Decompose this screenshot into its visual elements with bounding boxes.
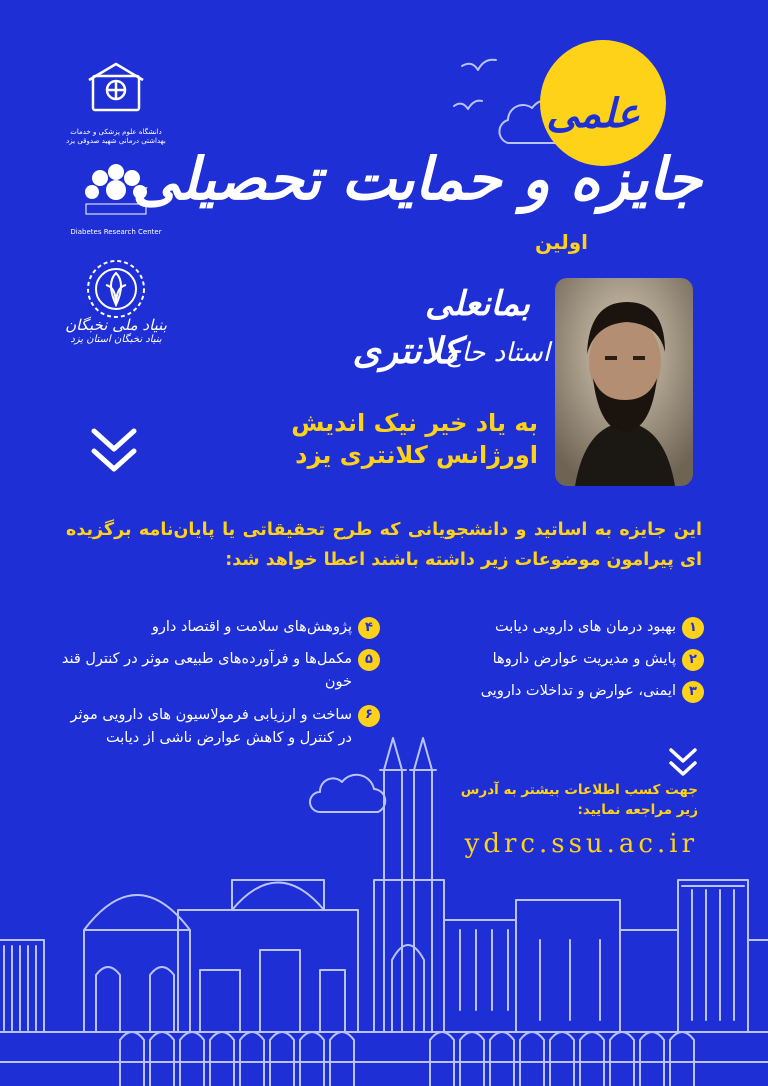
cloud-icon bbox=[310, 775, 385, 812]
memorial-line-1: به یاد خیر نیک اندیش bbox=[291, 409, 538, 437]
honoree-photo bbox=[555, 278, 693, 486]
topic-text: پژوهش‌های سلامت و اقتصاد دارو bbox=[151, 619, 352, 635]
page-title: جایزه و حمایت تحصیلی bbox=[132, 145, 702, 213]
topic-number: ۱ bbox=[682, 617, 704, 639]
title-elmi: علمی bbox=[546, 90, 640, 137]
honoree-first-name: بمانعلی bbox=[425, 284, 530, 324]
title-first-label: اولین bbox=[535, 230, 588, 254]
bird-icon bbox=[462, 60, 496, 70]
topic-text: بهبود درمان های دارویی دیابت bbox=[495, 619, 676, 635]
memorial-text bbox=[218, 408, 538, 471]
list-item bbox=[60, 704, 380, 750]
university-caption: دانشگاه علوم پزشکی و خدمات بهداشتی درمانی شهید صدوقی یزد bbox=[66, 128, 166, 146]
topic-text: ایمنی، عوارض و تداخلات دارویی bbox=[480, 683, 676, 700]
university-logo bbox=[81, 60, 151, 116]
topic-text: ساخت و ارزیابی فرمولاسیون های دارویی موثر در کنترل و کاهش عوارض ناشی از دیابت bbox=[70, 706, 352, 746]
list-item bbox=[60, 648, 380, 694]
elites-foundation-text bbox=[56, 316, 176, 345]
list-item bbox=[60, 616, 380, 639]
chevron-double-down-icon bbox=[668, 746, 698, 778]
topic-text: پایش و مدیریت عوارض داروها bbox=[492, 651, 676, 668]
list-item bbox=[404, 680, 704, 703]
topics-right-column bbox=[404, 616, 704, 713]
intro-paragraph: این جایزه به اساتید و دانشجویانی که طرح تحقیقاتی یا پایان‌نامه برگزیده ای پیرامون موضوعات زیر داشته باشند اعطا خواهد شد: bbox=[66, 520, 702, 571]
memorial-line-2: اورژانس کلانتری یزد bbox=[295, 440, 538, 469]
honoree-name bbox=[352, 280, 550, 400]
honoree-last-name: کلانتری bbox=[352, 330, 460, 372]
contact-block bbox=[398, 780, 698, 859]
title-block bbox=[132, 90, 720, 260]
diabetes-caption: Diabetes Research Center bbox=[70, 228, 162, 237]
brand-sub: بنیاد نخبگان استان یزد bbox=[70, 334, 162, 345]
topic-number: ۴ bbox=[358, 617, 380, 639]
topic-number: ۲ bbox=[682, 649, 704, 671]
topics-left-column bbox=[60, 616, 380, 759]
contact-line-1: جهت کسب اطلاعات بیشتر به آدرس bbox=[460, 782, 698, 798]
list-item bbox=[404, 648, 704, 671]
contact-line-2: زیر مراجعه نمایید: bbox=[577, 802, 698, 819]
elites-foundation-logo bbox=[84, 257, 148, 321]
website-link[interactable]: ydrc.ssu.ac.ir bbox=[464, 828, 698, 859]
topic-number: ۵ bbox=[358, 649, 380, 671]
chevron-double-down-icon bbox=[90, 425, 138, 475]
topic-number: ۳ bbox=[682, 681, 704, 703]
topic-text: مکمل‌ها و فرآورده‌های طبیعی موثر در کنترل قند خون bbox=[61, 651, 352, 691]
brand-main: بنیاد ملی نخبگان bbox=[65, 316, 167, 334]
topic-number: ۶ bbox=[358, 705, 380, 727]
honoree-prefix: استاد حاج bbox=[444, 338, 550, 368]
list-item bbox=[404, 616, 704, 639]
